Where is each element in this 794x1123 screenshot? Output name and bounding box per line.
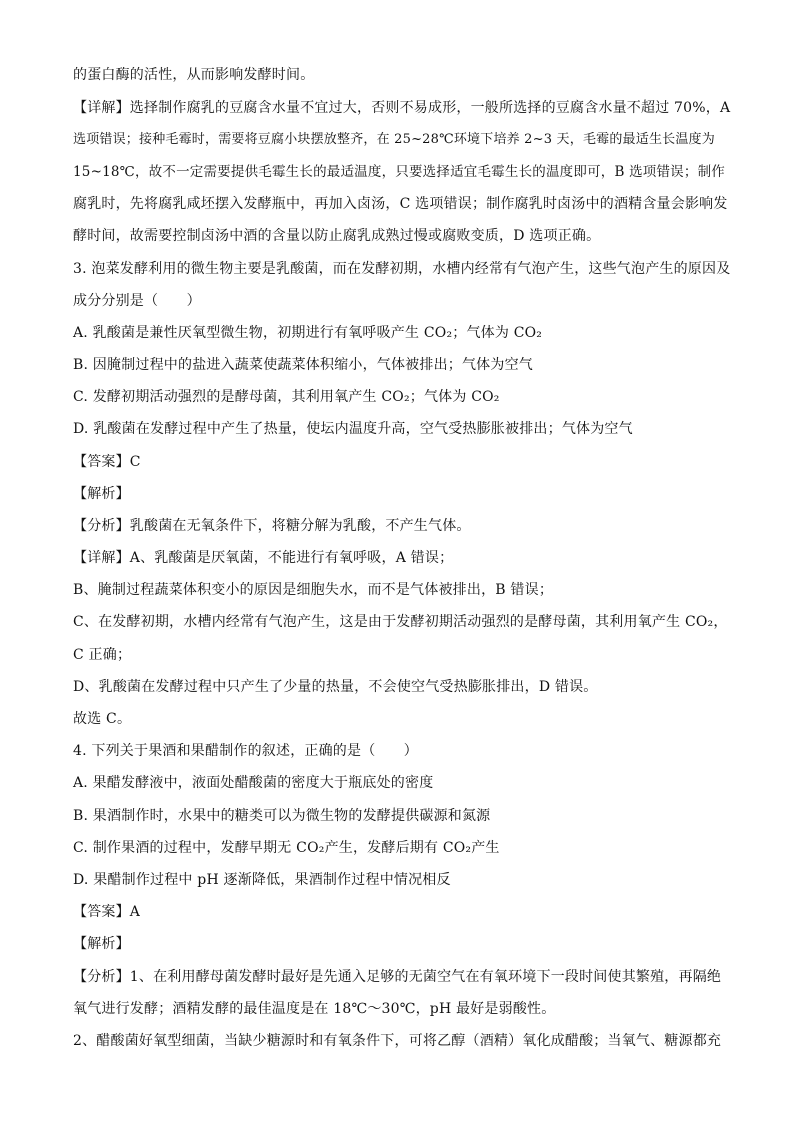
text-line: 故选 C。 [73,711,132,727]
text-line: 【分析】1、在利用酵母菌发酵时最好是先通入足够的无菌空气在有氧环境下一段时间使其繁殖，再隔绝 [73,969,722,985]
text-line: 腐乳时，先将腐乳咸坯摆入发酵瓶中，再加入卤汤，C 选项错误；制作腐乳时卤汤中的酒精含量会影响发 [73,196,728,212]
text-line: 15~18℃，故不一定需要提供毛霉生长的最适温度，只要选择适宜毛霉生长的温度即可，B 选项错误；制作 [73,164,725,180]
text-line: 2、醋酸菌好氧型细菌，当缺少糖源时和有氧条件下，可将乙醇（酒精）氧化成醋酸；当氧气、糖源都充 [73,1033,722,1049]
option-d: D. 果醋制作过程中 pH 逐渐降低，果酒制作过程中情况相反 [73,872,451,888]
option-d: D. 乳酸菌在发酵过程中产生了热量，使坛内温度升高，空气受热膨胀被排出；气体为空气 [73,421,633,437]
text-line: D、乳酸菌在发酵过程中只产生了少量的热量，不会使空气受热膨胀排出，D 错误。 [73,679,598,695]
text-line: B、腌制过程蔬菜体积变小的原因是细胞失水，而不是气体被排出，B 错误； [73,582,554,598]
option-b: B. 因腌制过程中的盐进入蔬菜使蔬菜体积缩小，气体被排出；气体为空气 [73,357,533,373]
analysis-label: 【解析】 [73,486,130,502]
question-4-stem: 4. 下列关于果酒和果醋制作的叙述，正确的是（ ） [73,743,419,759]
answer-label: 【答案】A [73,904,141,920]
option-b: B. 果酒制作时，水果中的糖类可以为微生物的发酵提供碳源和氮源 [73,808,491,824]
question-3-stem-cont: 成分分别是（ ） [73,293,201,309]
text-line: 【分析】乳酸菌在无氧条件下，将糖分解为乳酸，不产生气体。 [73,518,471,534]
text-line: C 正确； [73,647,132,663]
answer-label: 【答案】C [73,454,141,470]
analysis-label: 【解析】 [73,936,130,952]
text-line: 【详解】A、乳酸菌是厌氧菌，不能进行有氧呼吸，A 错误； [73,550,454,566]
text-line: 【详解】选择制作腐乳的豆腐含水量不宜过大，否则不易成形，一般所选择的豆腐含水量不超过 70%，A [73,100,731,116]
option-c: C. 发酵初期活动强烈的是酵母菌，其利用氧产生 CO₂；气体为 CO₂ [73,389,500,405]
text-line: 氧气进行发酵；酒精发酵的最佳温度是在 18℃～30℃，pH 最好是弱酸性。 [73,1001,556,1017]
text-line: 酵时间，故需要控制卤汤中酒的含量以防止腐乳成熟过慢或腐败变质，D 选项正确。 [73,228,601,244]
text-line: 选项错误；接种毛霉时，需要将豆腐小块摆放整齐，在 25~28℃环境下培养 2~3 天，毛霉的最适生长温度为 [73,132,715,147]
text-line: C、在发酵初期，水槽内经常有气泡产生，这是由于发酵初期活动强烈的是酵母菌，其利用氧产生 CO₂， [73,614,728,630]
text-line: 的蛋白酶的活性，从而影响发酵时间。 [73,67,315,83]
option-a: A. 果醋发酵液中，液面处醋酸菌的密度大于瓶底处的密度 [73,775,434,791]
option-a: A. 乳酸菌是兼性厌氧型微生物，初期进行有氧呼吸产生 CO₂；气体为 CO₂ [73,325,543,341]
question-3-stem: 3. 泡菜发酵利用的微生物主要是乳酸菌，而在发酵初期，水槽内经常有气泡产生，这些气泡产生的原因及 [73,261,731,277]
option-c: C. 制作果酒的过程中，发酵早期无 CO₂产生，发酵后期有 CO₂产生 [73,840,500,856]
